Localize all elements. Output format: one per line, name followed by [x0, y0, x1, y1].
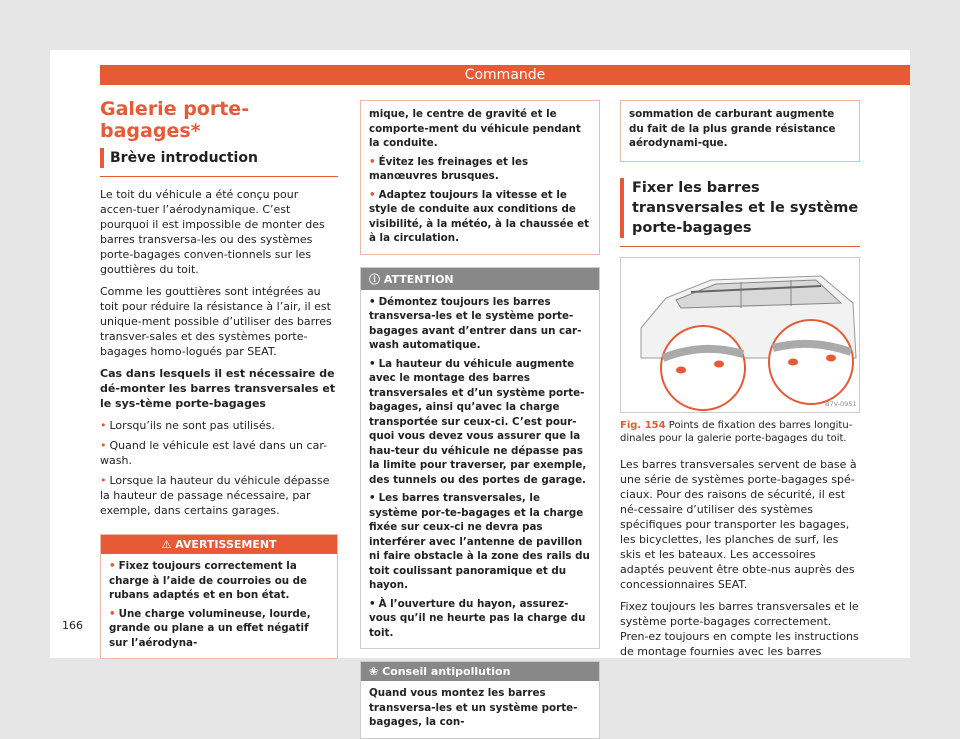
- paragraph: Fixez toujours les barres transversales et le système porte-bagages correctement. Pren-ez toujours en compte les instructions de montage fournies avec les barres: [620, 599, 859, 658]
- attention-header: ⓘ ATTENTION: [361, 268, 599, 290]
- figure-caption: Fig. 154 Points de fixation des barres longitu-dinales pour la galerie porte-bagages du toit.: [620, 419, 853, 444]
- paragraph: Le toit du véhicule a été conçu pour accen-tuer l’aérodynamique. C’est pourquoi il est impossible de monter des barres transversa-les ou des systèmes porte-bagages conven-tionnels sur les gouttières du toit.: [100, 188, 325, 276]
- paragraph: Les barres transversales servent de base à une série de systèmes porte-bagages spé-ciaux. Pour des raisons de sécurité, il est né-cessaire d’utiliser des systèmes spécifiques pour transporter les bagages, les bicyclettes, les planches de surf, les skis et les bateaux. Les accessoires adaptés peuvent être obte-nus auprès des concessionnaires SEAT.: [620, 457, 857, 591]
- divider: [620, 246, 860, 247]
- list-item: • Quand le véhicule est lavé dans un car-wash.: [100, 439, 328, 467]
- column-2: [360, 100, 600, 739]
- mount-point-marker: [788, 358, 798, 365]
- list-item: • Les barres transversales, le système por-te-bagages et la charge fixée sur ceux-ci ne devra pas interférer avec l’antenne de pavillon ni faire obstacle à la zone des rails du toit coulissant panoramique et du hayon.: [369, 492, 590, 591]
- warning-box: [100, 534, 338, 659]
- figure: [620, 257, 860, 413]
- page-title: Galerie porte-bagages*: [100, 98, 250, 142]
- warning-box-continued: [360, 100, 600, 255]
- list-item: • Lorsqu’ils ne sont pas utilisés.: [100, 419, 275, 432]
- list-item: • Évitez les freinages et les manœuvres brusques.: [369, 155, 529, 182]
- list-item: • À l’ouverture du hayon, assurez-vous qu’il ne heurte pas la charge du toit.: [369, 597, 586, 639]
- leaf-icon: ❀: [369, 665, 379, 678]
- column-3: [620, 100, 860, 666]
- mount-point-marker: [714, 360, 724, 367]
- attention-box: [360, 267, 600, 650]
- mount-point-marker: [676, 366, 686, 373]
- warning-triangle-icon: ⚠: [161, 538, 172, 551]
- eco-tip-header: ❀ Conseil antipollution: [361, 662, 599, 681]
- warning-header: ⚠ AVERTISSEMENT: [101, 535, 337, 554]
- manual-page: [50, 50, 910, 728]
- subtitle: Brève introduction: [100, 148, 338, 168]
- eco-tip-box: [360, 661, 600, 739]
- column-1: [100, 98, 338, 659]
- eco-tip-continued: [620, 100, 860, 162]
- eco-tip-text: Quand vous montez les barres transversa-les et un système porte-bagages, la con-: [369, 687, 578, 728]
- divider: [100, 176, 338, 177]
- figure-code: B7V-0951: [825, 399, 857, 408]
- list-item: • Démontez toujours les barres transversa-les et le système porte-bagages avant d’entrer dans un car-wash automatique.: [369, 295, 582, 351]
- list-item: • Une charge volumineuse, lourde, grande ou plane a un effet négatif sur l’aérodyna-: [109, 607, 311, 649]
- paragraph-heading: Cas dans lesquels il est nécessaire de dé-monter les barres transversales et le sys-tème porte-bagages: [100, 367, 336, 410]
- list-item: • Lorsque la hauteur du véhicule dépasse la hauteur de passage nécessaire, par exemple, dans certains garages.: [100, 474, 330, 517]
- paragraph: Comme les gouttières sont intégrées au toit pour réduire la résistance à l’air, il est unique-ment possible d’utiliser des barres transver-sales et des systèmes porte-bagages homo-logués par SEAT.: [100, 285, 332, 358]
- info-circle-icon: ⓘ: [369, 272, 380, 286]
- page-number: 166: [62, 619, 83, 632]
- list-item: • Fixez toujours correctement la charge à l’aide de courroies ou de rubans adaptés et en bon état.: [109, 560, 308, 601]
- mount-point-marker: [826, 354, 836, 361]
- list-item: • La hauteur du véhicule augmente avec le montage des barres transversales et d’un système porte-bagages, ainsi qu’avec la charge transportée sur ceux-ci. C’est pour-quoi vous devez vous assurer que la hau-teur du véhicule ne dépasse pas la limite pour traverser, par exemple, des tunnels ou des portes de garage.: [369, 357, 587, 486]
- section-title: Fixer les barres transversales et le système porte-bagages: [620, 178, 860, 238]
- section-header: Commande: [100, 65, 910, 85]
- eco-tip-text: sommation de carburant augmente du fait de la plus grande résistance aérodynami-que.: [629, 108, 836, 149]
- list-item: • Adaptez toujours la vitesse et le style de conduite aux conditions de visibilité, à la météo, à la chaussée et à la circulation.: [369, 188, 590, 244]
- car-roof-illustration: [621, 258, 861, 412]
- list-item: mique, le centre de gravité et le comporte-ment du véhicule pendant la conduite.: [369, 108, 581, 149]
